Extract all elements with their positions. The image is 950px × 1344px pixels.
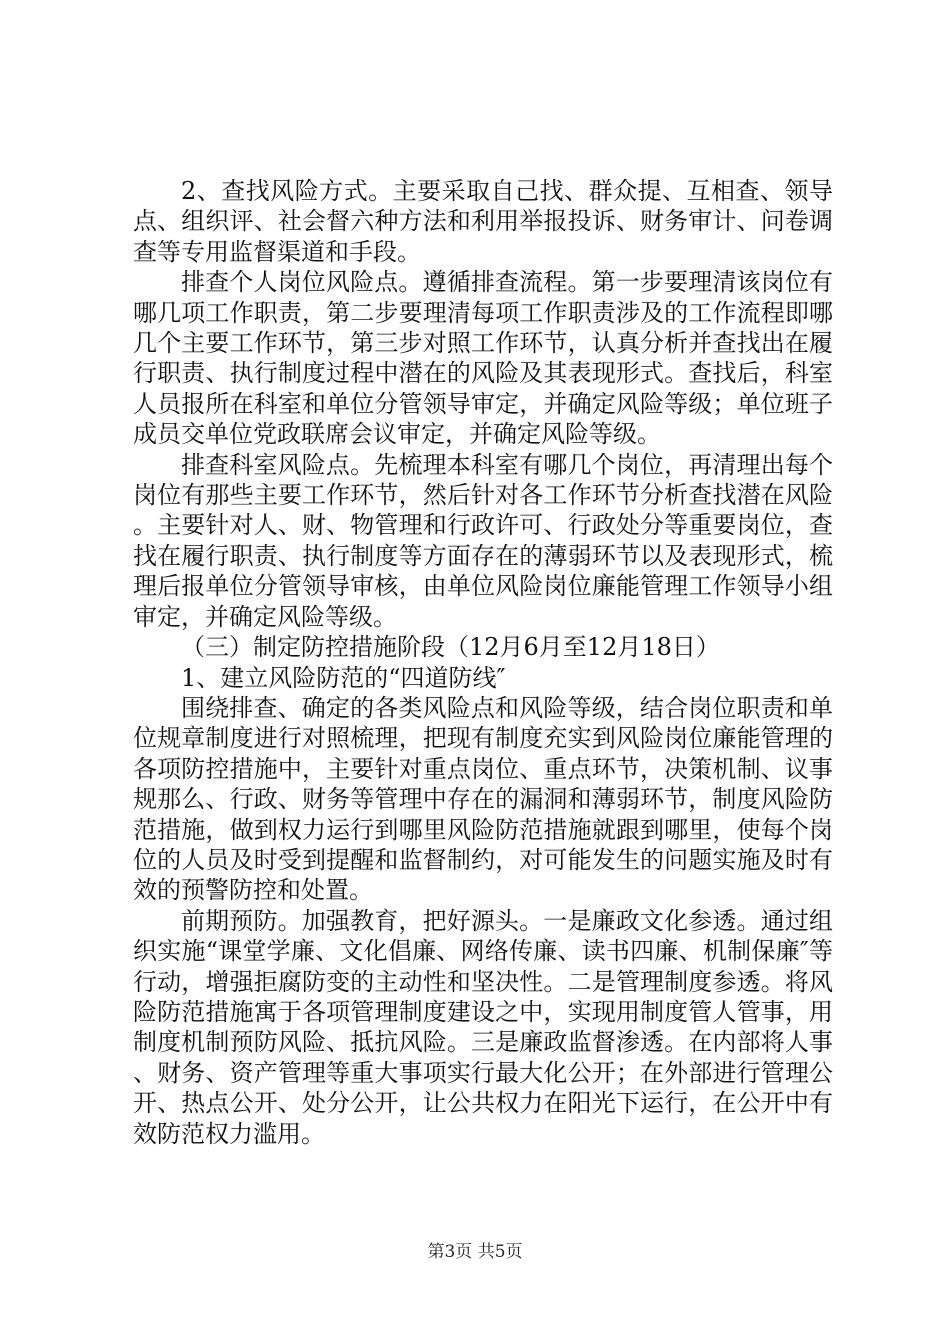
subheading-four-defense-lines: 1、建立风险防范的“四道防线″ (181, 663, 506, 692)
paragraph-control-measures: 围绕排查、确定的各类风险点和风险等级，结合岗位职责和单位规章制度进行对照梳理，把现有制度充实到风险岗位廉能管理的各项防控措施中，主要针对重点岗位、重点环节，决策机制、议事规那么、行政、财务等管理中存在的漏洞和薄弱环节，制度风险防范措施，做到权力运行到哪里风险防范措施就跟到哪里，使每个岗位的人员及时受到提醒和监督制约，对可能发生的问题实施及时有效的预警防控和处置。 (133, 693, 833, 905)
section-heading-control-measures: （三）制定防控措施阶段（12月6月至12月18日） (181, 633, 720, 662)
paragraph-risk-finding-methods: 2、查找风险方式。主要采取自己找、群众提、互相查、领导点、组织评、社会督六种方法和利用举报投诉、财务审计、问卷调查等专用监督渠道和手段。 (133, 177, 833, 266)
paragraph-department-risk: 排查科室风险点。先梳理本科室有哪几个岗位，再清理出每个岗位有那些主要工作环节，然后针对各工作环节分析查找潜在风险。主要针对人、财、物管理和行政许可、行政处分等重要岗位，查找在履行职责、执行制度等方面存在的薄弱环节以及表现形式，梳理后报单位分管领导审核，由单位风险岗位廉能管理工作领导小组审定，并确定风险等级。 (133, 450, 833, 631)
page-number-footer: 第3页 共5页 (427, 1242, 523, 1262)
document-body (133, 176, 833, 1149)
paragraph-personal-post-risk: 排查个人岗位风险点。遵循排查流程。第一步要理清该岗位有哪几项工作职责，第二步要理清每项工作职责涉及的工作流程即哪几个主要工作环节，第三步对照工作环节，认真分析并查找出在履行职责、执行制度过程中潜在的风险及其表现形式。查找后，科室人员报所在科室和单位分管领导审定，并确定风险等级；单位班子成员交单位党政联席会议审定，并确定风险等级。 (133, 268, 833, 449)
paragraph-early-prevention: 前期预防。加强教育，把好源头。一是廉政文化参透。通过组织实施“课堂学廉、文化倡廉、网络传廉、读书四廉、机制保廉″等行动，增强拒腐防变的主动性和坚决性。二是管理制度参透。将风险防范措施寓于各项管理制度建设之中，实现用制度管人管事，用制度机制预防风险、抵抗风险。三是廉政监督渗透。在内部将人事、财务、资产管理等重大事项实行最大化公开；在外部进行管理公开、热点公开、处分公开，让公共权力在阳光下运行，在公开中有效防范权力滥用。 (133, 906, 833, 1148)
